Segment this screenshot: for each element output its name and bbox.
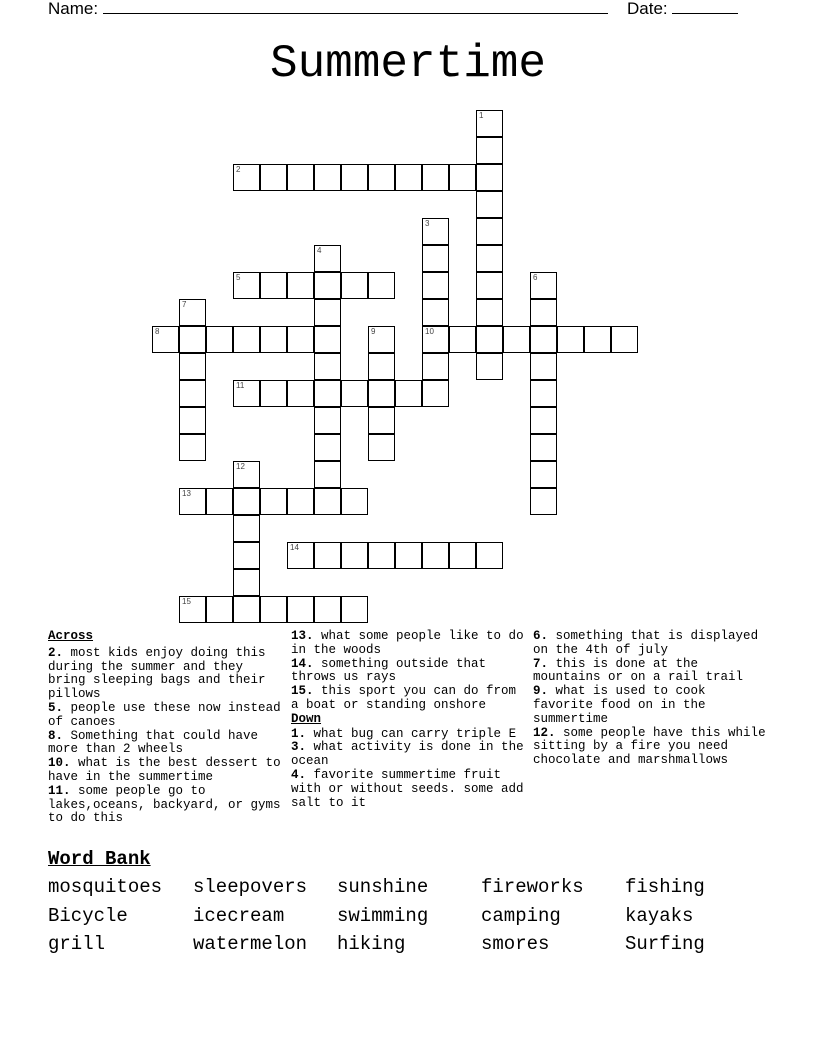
crossword-cell[interactable] [449,164,476,191]
crossword-cell[interactable] [530,380,557,407]
word-bank-item: icecream [193,905,285,927]
crossword-cell[interactable] [476,272,503,299]
name-label: Name: [48,0,99,18]
crossword-cell[interactable] [476,245,503,272]
crossword-cell[interactable] [341,488,368,515]
crossword-cell[interactable] [449,326,476,353]
crossword-cell[interactable] [287,326,314,353]
crossword-cell[interactable] [395,542,422,569]
across-clue-15: 15. this sport you can do from a boat or standing onshore [291,684,517,712]
crossword-cell[interactable] [422,542,449,569]
crossword-cell[interactable] [530,407,557,434]
down-clue-7: 7. this is done at the mountains or on a rail trail [533,656,744,685]
crossword-cell[interactable] [341,380,368,407]
crossword-cell[interactable] [233,515,260,542]
across-clue-13: 13. what some people like to do in the woods [291,629,524,657]
crossword-cell[interactable] [422,353,449,380]
crossword-cell[interactable] [368,542,395,569]
crossword-cell[interactable] [530,326,557,353]
crossword-cell[interactable] [179,326,206,353]
crossword-cell[interactable] [287,596,314,623]
word-bank-item: smores [481,933,550,955]
clue-number: 15 [182,597,191,606]
crossword-cell[interactable] [179,407,206,434]
crossword-cell[interactable] [476,137,503,164]
word-bank-item: fireworks [481,876,584,898]
page-title: Summertime [269,38,547,90]
crossword-cell[interactable] [179,380,206,407]
crossword-cell[interactable] [476,218,503,245]
crossword-cell[interactable] [233,272,260,299]
word-bank-heading: Word Bank [48,848,151,870]
clue-number: 4 [317,246,322,255]
crossword-cell[interactable] [503,326,530,353]
crossword-cell[interactable] [179,488,206,515]
crossword-cell[interactable] [368,326,395,353]
crossword-cell[interactable] [341,272,368,299]
down-clue-3: 3. what activity is done in the ocean [291,740,524,769]
crossword-cell[interactable] [206,596,233,623]
across-clue-14: 14. something outside that throws us rays [291,656,487,685]
crossword-cell[interactable] [422,299,449,326]
down-clues-column-3 [533,630,773,768]
word-bank-item: watermelon [193,933,308,955]
crossword-cell[interactable] [368,380,395,407]
crossword-cell[interactable] [287,380,314,407]
down-clue-12: 12. some people have this while sitting by a fire you need chocolate and marshmallows [533,725,766,768]
crossword-cell[interactable] [179,434,206,461]
clue-number: 10 [425,327,434,336]
crossword-cell[interactable] [287,488,314,515]
crossword-cell[interactable] [260,272,287,299]
crossword-cell[interactable] [314,299,341,326]
across-clue-8: 8. Something that could have more than 2 wheels [48,728,259,757]
crossword-cell[interactable] [368,353,395,380]
crossword-cell[interactable] [476,164,503,191]
across-clue-11: 11. some people go to lakes,oceans, backyard, or gyms to do this [48,783,281,826]
crossword-cell[interactable] [260,488,287,515]
crossword-cell[interactable] [179,353,206,380]
crossword-cell[interactable] [422,164,449,191]
crossword-cell[interactable] [233,596,260,623]
crossword-cell[interactable] [422,380,449,407]
clue-number: 2 [236,165,241,174]
clues-column-2 [291,630,529,810]
down-clue-1: 1. what bug can carry triple E [291,726,517,741]
across-heading: Across [48,629,94,643]
crossword-cell[interactable] [530,461,557,488]
word-bank-item: sleepovers [193,876,308,898]
crossword-cell[interactable] [314,164,341,191]
crossword-cell[interactable] [233,542,260,569]
clue-number: 5 [236,273,241,282]
across-clue-10: 10. what is the best dessert to have in the summertime [48,756,281,784]
across-clue-2: 2. most kids enjoy doing this during the summer and they bring sleeping bags and their pillows [48,645,266,702]
clue-number: 11 [236,381,245,390]
crossword-cell[interactable] [530,434,557,461]
crossword-cell[interactable] [530,353,557,380]
crossword-cell[interactable] [260,164,287,191]
word-bank-item: sunshine [337,876,429,898]
crossword-cell[interactable] [476,110,503,137]
word-bank-item: kayaks [625,905,694,927]
down-clue-6: 6. something that is displayed on the 4th of july [533,629,759,657]
word-bank-item: Bicycle [48,905,128,927]
crossword-cell[interactable] [530,488,557,515]
crossword-cell[interactable] [395,164,422,191]
crossword-cell[interactable] [395,380,422,407]
crossword-cell[interactable] [287,542,314,569]
crossword-cell[interactable] [530,272,557,299]
crossword-cell[interactable] [368,434,395,461]
crossword-cell[interactable] [233,569,260,596]
crossword-cell[interactable] [341,164,368,191]
crossword-cell[interactable] [368,407,395,434]
across-clues-column-1 [48,630,286,826]
clue-number: 8 [155,327,160,336]
clue-number: 7 [182,300,187,309]
crossword-cell[interactable] [449,542,476,569]
word-bank-item: swimming [337,905,429,927]
word-bank-item: camping [481,905,561,927]
across-clue-5: 5. people use these now instead of canoes [48,700,281,729]
word-bank-item: grill [48,933,106,955]
crossword-cell[interactable] [422,245,449,272]
clue-number: 12 [236,462,245,471]
crossword-cell[interactable] [233,326,260,353]
crossword-cell[interactable] [260,596,287,623]
crossword-cell[interactable] [233,164,260,191]
crossword-cell[interactable] [476,326,503,353]
crossword-cell[interactable] [476,191,503,218]
clue-number: 3 [425,219,430,228]
crossword-cell[interactable] [314,488,341,515]
word-bank-item: fishing [625,876,705,898]
crossword-cell[interactable] [341,596,368,623]
crossword-cell[interactable] [179,299,206,326]
word-bank-item: mosquitoes [48,876,163,898]
down-clue-4: 4. favorite summertime fruit with or without seeds. some add salt to it [291,767,524,810]
clue-number: 13 [182,489,191,498]
crossword-cell[interactable] [341,542,368,569]
crossword-cell[interactable] [314,596,341,623]
down-heading: Down [291,711,322,726]
crossword-cell[interactable] [287,272,314,299]
crossword-cell[interactable] [476,353,503,380]
crossword-cell[interactable] [233,380,260,407]
crossword-cell[interactable] [314,272,341,299]
crossword-cell[interactable] [368,272,395,299]
crossword-cell[interactable] [422,272,449,299]
date-label: Date: [627,0,668,18]
crossword-cell[interactable] [476,299,503,326]
crossword-cell[interactable] [206,326,233,353]
clue-number: 6 [533,273,538,282]
crossword-cell[interactable] [422,218,449,245]
crossword-cell[interactable] [476,542,503,569]
crossword-cell[interactable] [314,434,341,461]
crossword-cell[interactable] [260,326,287,353]
crossword-cell[interactable] [422,326,449,353]
crossword-cell[interactable] [314,542,341,569]
crossword-cell[interactable] [368,164,395,191]
crossword-cell[interactable] [314,380,341,407]
crossword-cell[interactable] [287,164,314,191]
crossword-cell[interactable] [233,461,260,488]
crossword-cell[interactable] [611,326,638,353]
crossword-cell[interactable] [233,488,260,515]
crossword-cell[interactable] [206,488,233,515]
clue-number: 9 [371,327,376,336]
clue-number: 1 [479,111,484,120]
crossword-cell[interactable] [152,326,179,353]
crossword-cell[interactable] [314,461,341,488]
crossword-cell[interactable] [314,353,341,380]
crossword-cell[interactable] [260,380,287,407]
crossword-cell[interactable] [314,407,341,434]
crossword-cell[interactable] [530,299,557,326]
crossword-cell[interactable] [314,245,341,272]
crossword-cell[interactable] [557,326,584,353]
word-bank-item: hiking [337,933,406,955]
crossword-cell[interactable] [584,326,611,353]
word-bank-item: Surfing [625,933,705,955]
crossword-cell[interactable] [179,596,206,623]
clue-number: 14 [290,543,299,552]
down-clue-9: 9. what is used to cook favorite food on in the summertime [533,684,706,726]
crossword-cell[interactable] [314,326,341,353]
